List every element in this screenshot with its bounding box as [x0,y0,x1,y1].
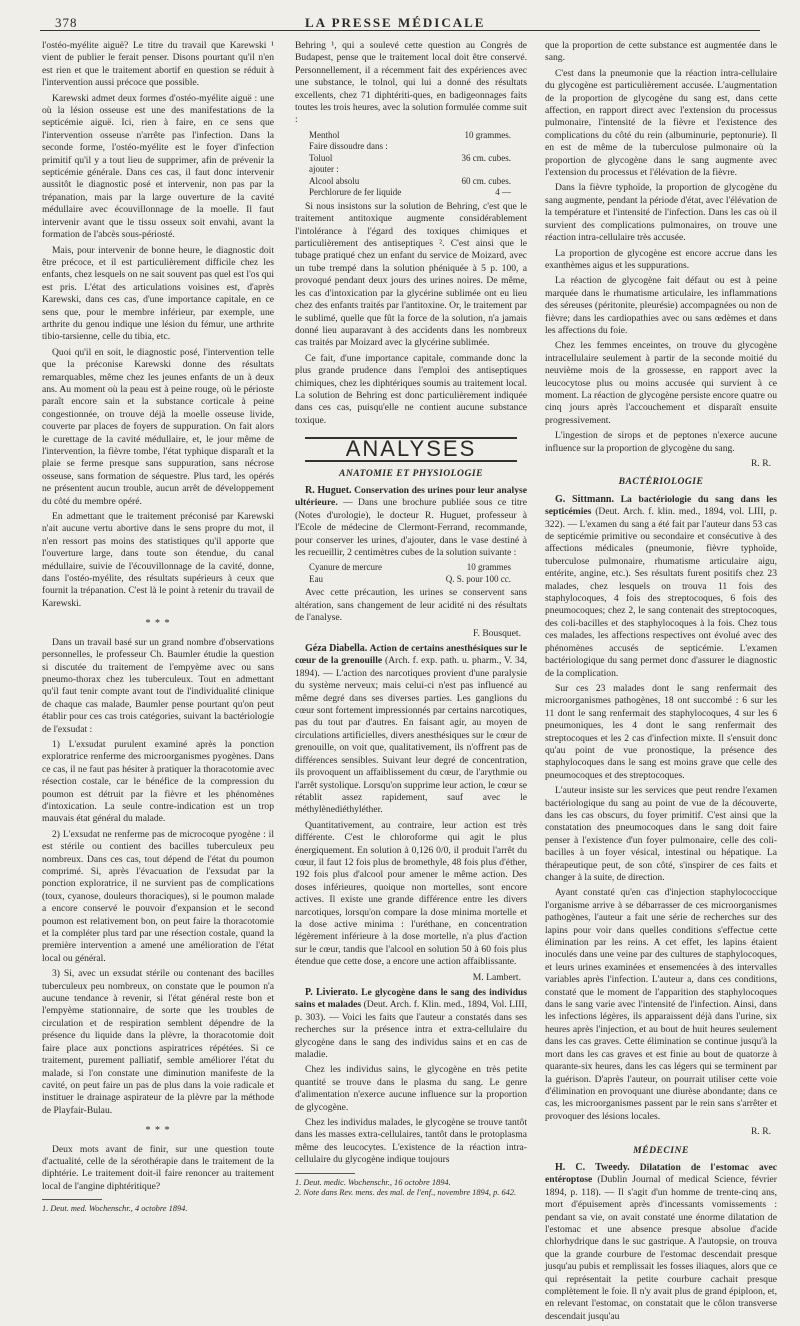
analysis-entry [545,1162,777,1323]
analyses-heading: ANALYSES [305,437,517,461]
footnote: 2. Note dans Rev. mens. des mal. de l'enf., novembre 1894, p. 642. [295,1188,517,1198]
column-right [545,40,777,1326]
paragraph: l'ostéo-myélite aiguë? Le titre du travail que Karewski ¹ vient de publier le ferait penser. Disons pourtant qu'il n'en est rien et que le traitement abortif en question se réduit à l'intervention aussi précoce que possible. [42,40,274,89]
analysis-author: H. C. Tweedy. [555,1161,630,1173]
analysis-entry [545,494,777,680]
journal-title: LA PRESSE MÉDICALE [305,15,486,30]
paragraph: que la proportion de cette substance est augmentée dans le sang. [545,40,777,64]
analysis-text: (Deut. Arch. f. klin. med., 1894, vol. LIII, p. 322). — L'examen du sang a été fait par l'auteur dans 53 cas de septicémie primitive ou secondaire et consécutive à des affections médicales (pneumonie, fièvre typhoïde, tuberculose pulmonaire, rhumatisme articulaire aigu, entérite, angine, etc.). Ses résultats furent positifs chez 23 malades, chez lesquels on trouva 11 fois des staphylocoques, 4 fois des streptocoques, 6 fois des pneumocoques; chez 2, le sang contenait des streptocoques, des coli-bacilles et des staphylocoques à la fois. Chez tous ces malades, les affections respectives ont évolué avec des phénomènes accusés de septicémie. L'examen bactériologique du sang permet donc d'assurer le diagnostic de la complication. [545,506,777,679]
analysis-text: Chez les individus sains, le glycogène en très petite quantité se trouve dans le plasma du sang. Le genre d'alimentation n'exerce aucune influence sur la proportion de glycogène. [295,1064,527,1113]
paragraph: 1) L'exsudat purulent examiné après la ponction exploratrice renferme des microorganismes pyogènes. Dans ce cas, il ne faut pas hésiter à pratiquer la thoracotomie avec résection costale, car le bénéfice de la compression du poumon est détruit par la fièvre et les phénomènes d'intoxication. La seule contre-indication est un trop mauvais état général du malade. [42,738,274,825]
paragraph: Dans la fièvre typhoïde, la proportion de glycogène du sang augmente, pendant la période d'état, avec l'élévation de la température et l'intensité de l'infection. Dans les cas où il survient des complications pulmonaires, on trouve une réaction intra-cellulaire très accusée. [545,182,777,244]
page-number: 378 [55,15,78,30]
paragraph: C'est dans la pneumonie que la réaction intra-cellulaire du glycogène est particulièrement accusée. L'augmentation de la proportion de glycogène du sang est, dans cette affection, en rapport direct avec l'extension du processus pulmonaire, l'intensité de la fièvre et l'existence des complications du côté du rein (albuminurie, peptonurie). Il en est de même de la tuberculose pulmonaire où la proportion de glycogène dans le sang augmente avec l'extension du processus et l'élévation de la fièvre. [545,67,777,179]
paragraph: Dans un travail basé sur un grand nombre d'observations personnelles, le professeur Ch. Baumler étudie la question si discutée du traitement de l'empyème avec ou sans pneumo-thorax chez les tuberculeux. Tout en admettant qu'il faut tenir compte avant tout de l'individualité clinique de chaque cas malade, Baumler pense pourtant qu'on peut établir pour ces cas trois catégories, suivant la bactériologie de l'exsudat : [42,636,274,735]
paragraph: Ce fait, d'une importance capitale, commande donc la plus grande prudence dans l'emploi des antiseptiques chimiques, chez les diphtériques soumis au traitement local. La solution de Behring est donc particulièrement indiquée dans ces cas, puisqu'elle ne contient aucune substance toxique. [295,352,527,426]
analysis-signature: F. Bousquet. [472,627,521,639]
analysis-title: Le glycogène dans le sang des individus sains et malades [295,987,528,1011]
formula-line: Menthol 10 grammes. [309,129,511,140]
paragraph: L'ingestion de sirops et de peptones n'exerce aucune influence sur la proportion de glycogène du sang. [545,430,777,454]
analysis-text: (Dublin Journal of medical Science, février 1894, p. 118). — Il s'agit d'un homme de trente-cinq ans, mort d'épuisement après d'incessants vomissements : pendant sa vie, on avait constaté une énorme dilatation de l'estomac et une absence presque absolue d'acide chlorhydrique dans le suc gastrique. A l'autopsie, on trouva que la grande courbure de l'estomac descendait presque jusqu'au pubis et remplissait les fosses iliaques, alors que ce qui représentait la petite courbure cachait presque complètement le foie. Il n'y avait plus de grand épiploon, et, en relevant l'estomac, on constatait que le côlon transverse descendait jusqu'au [545,1174,777,1322]
footnote-rule [42,1199,102,1200]
analysis-title: La bactériologie du sang dans les septicémies [545,493,777,518]
header-rule [40,30,760,31]
formula-line: Alcool absolu 60 cm. cubes. [309,175,511,186]
analysis-signature: M. Lambert. [472,971,521,983]
column-middle [295,40,527,1199]
analysis-text: Avec cette précaution, les urines se conservent sans altération, sans changement de leur acidité ni des résultats de l'analyse. [295,587,527,624]
analysis-entry [295,485,527,559]
footnote: 1. Deut. med. Wochenschr., 4 octobre 1894. [42,1204,188,1214]
analysis-signature: R. R. [751,458,771,469]
formula-behring [309,130,527,199]
analysis-text: Chez les individus malades, le glycogène se trouve tantôt dans les masses extra-cellulaires, tantôt dans le protoplasma même des leucocytes. L'existence de la réaction intra-cellulaire du glycogène indique toujours [295,1117,527,1166]
section-separator: * * * [145,1125,171,1137]
paragraph: Deux mots avant de finir, sur une question toute d'actualité, celle de la sérothérapie dans le traitement de la diphtérie. Le traitement doit-il faire renoncer au traitement local de l'angine diphtéritique? [42,1143,274,1192]
paragraph: La proportion de glycogène est encore accrue dans les exanthèmes aigus et les suppurations. [545,247,777,271]
section-heading: ANATOMIE ET PHYSIOLOGIE [338,467,484,479]
analysis-text: L'auteur insiste sur les services que peut rendre l'examen bactériologique du sang au point de vue de la découverte, dans les cas obscurs, du foyer primitif. C'est ainsi que la constatation des pneumocoques dans le sang doit faire penser à l'existence d'un foyer pulmonaire, celle des coli-bacilles à un foyer vésical, intestinal ou hépatique. La thérapeutique peut, de son côté, s'inspirer de ces faits et changer à la suite, de direction. [545,785,777,883]
analysis-text: (Arch. f. exp. path. u. pharm., V. 34, 1894). — L'action des narcotiques provient d'une paralysie du système nerveux; mais celui-ci n'est pas influencé au même degré dans ses diverses parties. Les ganglions du cœur sont fortement impressionnés par certains narcotiques, pas du tout par d'autres. En faisant agir, au moyen de circulations artificielles, divers anesthésiques sur le cœur de grenouille, on voit que, qualitativement, ils n'offrent pas de différences sensibles. Suivant leur degré de concentration, ils provoquent un affaiblissement du cœur, de l'arythmie ou l'arrêt systolique. Lorsqu'on supprime leur action, le cœur se rétablit assez rapidement, sauf avec le méthylènediéthyléther. [295,655,527,816]
analysis-entry [295,643,527,817]
analysis-title: Action de certains anesthésiques sur le cœur de la grenouille [295,643,527,667]
paragraph: 3) Si, avec un exsudat stérile ou contenant des bacilles tuberculeux peu nombreux, on constate que le poumon n'a aucune tendance à revenir, si l'état général reste bon et l'empyème stationnaire, de sorte que les troubles de circulation et de respiration semblent dépendre de la présence du liquide dans la plèvre, la thoracotomie doit faire place aux ponctions aspiratrices répétées. Si ce traitement, purement palliatif, semble améliorer l'état du malade, si l'on constate une diminution manifeste de la cavité, on peut faire un pas de plus dans la voie radicale et instituer le drainage aspirateur de la plèvre par la méthode de Playfair-Bulau. [42,968,274,1116]
analysis-author: G. Sittmann. [555,493,614,505]
analysis-text: Sur ces 23 malades dont le sang renfermait des microorganismes pathogènes, 18 ont succombé : 6 sur les 11 dont le sang renfermait des staphylocoques, 4 sur les 6 pneumoniques, les 4 dont le sang renfermait des streptocoques et les 2 cas d'infection mixte. Il s'ensuit donc qu'au point de vue pronostique, la présence des staphylocoques dans le sang est moins grave que celle des pneumocoques et des streptocoques. [545,682,777,781]
section-heading: MÉDECINE [633,1144,689,1156]
page-header [55,10,745,30]
analysis-signature: R. R. [751,1126,771,1138]
analysis-title: Conservation des urines pour leur analyse ultérieure. [295,484,527,509]
analysis-text: (Deut. Arch. f. Klin. med., 1894, Vol. LIII, p. 303). — Voici les faits que l'auteur a constatés dans ses recherches sur la présence intra et extra-cellulaire du glycogène dans le sang des individus sains et en cas de maladie. [295,999,528,1061]
analysis-text: Ayant constaté qu'en cas d'injection staphylococcique l'organisme arrive à se débarrasser de ces microorganismes pathogènes, l'auteur a fait une série de recherches sur des lapins pour voir dans quelles conditions s'effectue cette élimination par les reins. A cet effet, les lapins étaient inoculés dans une veine par des cultures de staphylocoques, et leurs urines examinées et ensemencées à des intervalles variables après l'infection. L'auteur a, dans ces conditions, constaté que le moment de l'apparition des staphylocoques dans le sang varie avec l'intensité de l'infection. Ainsi, dans les infections légères, ils apparaissent déjà dans l'urine, six heures après l'injection, et au bout de huit heures seulement dans les cas graves. Cette élimination se continue jusqu'à la mort dans les cas graves et est finie au bout de quatorze à quarante-six heures, dans les cas légers qui se terminent par la guérison. D'après l'auteur, on pourrait utiliser cette voie d'élimination en provoquant une diurèse abondante; dans ce cas, les microorganismes passent par le rein sans s'arrêter et provoquer des lésions locales. [545,887,777,1122]
analysis-text: Quantitativement, au contraire, leur action est très différente. C'est le chloroforme qui agit le plus énergiquement. En solution à 0,126 0/0, il produit l'arrêt du cœur, il faut 12 fois plus de bromethyle, 48 fois plus d'éther, 192 fois plus d'alcool pour amener le même action. Des doses inférieures, quoique non mortelles, sont encore actives. Il existe une grande différence entre les divers narcotiques, lorsqu'on compare la dose minima mortelle et la dose active minima : l'uréthane, en concentration légèrement inférieure à la dose mortelle, n'a plus d'action sur le cœur, tandis que l'alcool en solution 50 à 60 fois plus étendue que cette dose, a encore une action affaiblissante. [295,819,527,968]
paragraph: Behring ¹, qui a soulevé cette question au Congrès de Budapest, pense que le traitement local doit être conservé. Personnellement, il a récemment fait des expériences avec une substance, le tolnol, qui lui a donné des résultats excellents, chez 71 diphtériti-ques, en badigeonnages faits toutes les trois heures, avec la solution formulée comme suit : [295,40,527,126]
footnote-rule [295,1173,355,1174]
paragraph: Chez les femmes enceintes, on trouve du glycogène intracellulaire seulement à partir de la seconde moitié du neuvième mois de la grossesse, en rapport avec la leucocytose plus ou moins accusée qui survient à ce moment. La réaction de glycogène persiste encore quatre ou cinq jours après l'accouchement et disparaît ensuite progressivement. [545,340,777,426]
analysis-author: P. Livierato. [305,987,358,998]
column-left [42,40,274,1215]
formula-line: ajouter : [309,164,339,175]
section-separator: * * * [145,618,171,630]
paragraph: Si nous insistons sur la solution de Behring, c'est que le traitement antitoxique augmente considérablement l'intolérance à l'égard des toxiques chimiques et particulièrement des antiseptiques ². C'est ainsi que le tubage pratiqué chez un enfant du service de Moizard, avec un tube trempé dans la solution phéniquée à 5 p. 100, a provoqué pendant deux jours des urines noires. De même, les cas d'intoxication par la glycérine sublimée ont eu lieu chez des enfants traités par l'antitoxine. Or, le traitement par le sublimé, quelle que fût la force de la solution, n'a jamais donné lieu auparavant à des accidents dans les nombreux cas traités par Moizard avec la glycérine sublimée. [295,200,527,349]
paragraph: 2) L'exsudat ne renferme pas de microcoque pyogène : il est stérile ou contient des bacilles tuberculeux peu nombreux. Dans ces cas, tout dépend de l'état du poumon comprimé. Si, après l'évacuation de l'exsudat par la ponction exploratrice, il ne survient pas de complications (toux, cyanose, douleurs thoraciques), si le poumon malade a encore conservé le pouvoir d'expansion et le second poumon est relativement bon, on peut faire la thoracotomie et la compléter plus tard par une résection costale, quand la première intervention a amené une amélioration de l'état local ou général. [42,828,274,964]
paragraph: En admettant que le traitement préconisé par Karewski n'ait aucune vertu abortive dans le sens propre du mot, il n'en ressort pas moins des statistiques qu'il apporte que l'ouverture large, dans toute son étendue, du canal médullaire, suivie de l'écouvillonnage de la cavité, donne, dans l'ostéo-myélite, des résultats supérieurs à ceux que fournit la trépanation. C'est là le point à retenir du travail de Karewski. [42,511,274,609]
formula-line: Perchlorure de fer liquide 4 — [309,187,511,198]
formula-line: Toluol 36 cm. cubes. [309,152,511,163]
formula-line: Faire dissoudre dans : [309,141,388,152]
paragraph: La réaction de glycogène fait défaut ou est à peine marquée dans le rhumatisme articulaire, les inflammations des séreuses (péritonite, pleurésie) accompagnées ou non de fièvre; dans les cardiopathies avec ou sans œdèmes et dans les affections du foie. [545,275,777,336]
analysis-entry [295,987,527,1061]
analysis-text: — Dans une brochure publiée sous ce titre (Notes d'urologie), le docteur R. Huguet, professeur à l'Ecole de médecine de Clermont-Ferrand, recommande, pour conserver les urines, d'ajouter, dans le vase destiné à les recueillir, 2 centimètres cubes de la solution suivante : [295,497,527,558]
footnote: 1. Deut. medic. Wochenschr., 16 octobre 1894. [295,1177,451,1187]
formula-line: Eau Q. S. pour 100 cc. [309,573,511,584]
paragraph: Quoi qu'il en soit, le diagnostic posé, l'intervention telle que la préconise Karewski donne des résultats remarquables, même chez les jeunes enfants de un à deux ans. Au moment où la peau est à peine rouge, où le périoste paraît encore sain et la substance corticale à peine congestionnée, on trouve déjà la moelle osseuse livide, couverte par places de foyers de suppuration. On fait alors le curettage de la cavité médullaire, et, le jour même de l'intervention, la fièvre tombe, l'état typhique disparaît et la plaie se ferme presque sans suppuration, sans nécrose osseuse, sans formation de séquestre. Plus tard, les opérés ne présentent aucun trouble, aucun arrêt de développement du côté du membre opéré. [42,346,274,507]
analysis-author: Géza Diabella. [305,643,368,655]
section-heading: BACTÉRIOLOGIE [618,476,704,488]
formula-huguet [309,562,527,585]
paragraph: Mais, pour intervenir de bonne heure, le diagnostic doit être précoce, et il est particulièrement difficile chez les enfants, chez lesquels on ne sait souvent pas quel est l'os qui est pris. L'état des articulations voisines est, d'après Karewski, dans ces cas, d'une importance capitale, en ce sens que, pour le membre inférieur, par exemple, une arthrite du genou indique une lésion du fémur, une arthrite tibio-tarsienne, celle du tibia, etc. [42,244,274,343]
analysis-title: Dilatation de l'estomac avec entéroptose [545,1161,777,1186]
formula-line: Cyanure de mercure 10 grammes [309,562,511,573]
paragraph: Karewski admet deux formes d'ostéo-myélite aiguë : une où la lésion osseuse est une des manifestations de la septicémie aiguë. Ici, rien à faire, en ce sens que l'intervention osseuse n'arrête pas l'infection. Dans la seconde forme, l'ostéo-myélite est le foyer d'infection primitif qu'il y a tout lieu de supprimer, afin de prévenir la septicémie générale. Dans ces cas, il faut donc intervenir aussitôt le diagnostic posé et intervenir, non pas par la trépanation, mais par la large ouverture de la cavité médullaire avec écouvillonnage de la moelle. Il faut intervenir avant que le tissu osseux soit envahi, avant la formation de l'abcès sous-périosté. [42,92,274,241]
analysis-author: R. Huguet. [305,484,352,496]
